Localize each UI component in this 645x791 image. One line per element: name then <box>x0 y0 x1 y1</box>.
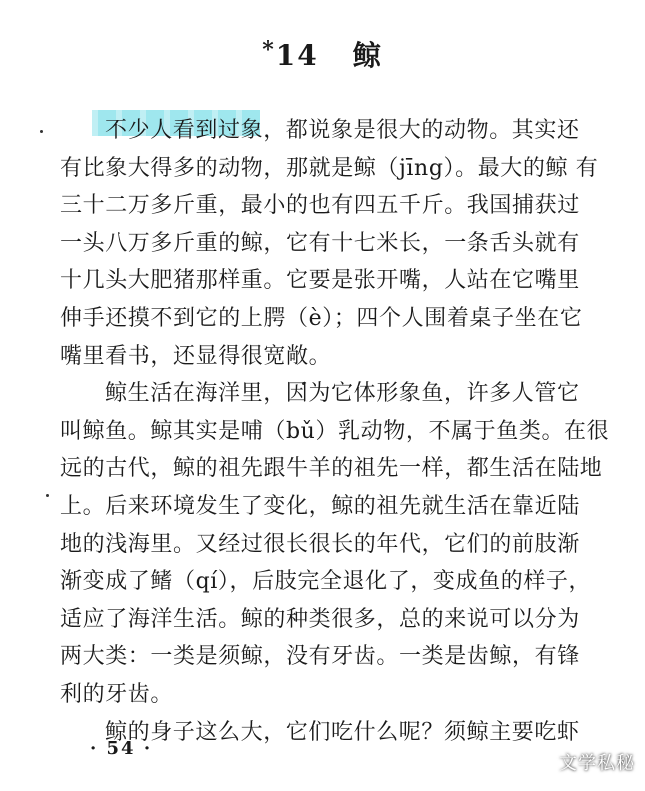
lesson-number: 14 <box>275 39 319 72</box>
text-line: 远的古代，鲸的祖先跟牛羊的祖先一样，都生活在陆地 <box>60 456 603 482</box>
text-line: 地的浅海里。又经过很长很长的年代，它们的前肢渐 <box>60 531 580 557</box>
lesson-title <box>0 34 645 74</box>
scan-speck <box>40 130 43 133</box>
scan-speck <box>46 494 49 497</box>
page-number: · 54 · <box>90 738 153 759</box>
text-line: 两大类：一类是须鲸，没有牙齿。一类是齿鲸，有锋 <box>60 644 580 670</box>
text-line: 一头八万多斤重的鲸，它有十七米长，一条舌头就有 <box>60 230 580 256</box>
text-line: 叫鲸鱼。鲸其实是哺（bǔ）乳动物，不属于鱼类。在很 <box>60 418 610 444</box>
watermark-text: 文学私秘 <box>559 753 635 774</box>
text-line: 嘴里看书，还显得很宽敞。 <box>60 343 332 369</box>
lesson-title-text: 鲸 <box>352 39 383 72</box>
text-line: 三十二万多斤重，最小的也有四五千斤。我国捕获过 <box>60 193 580 219</box>
text-line: 适应了海洋生活。鲸的种类很多，总的来说可以分为 <box>60 606 580 632</box>
text-line: 十几头大肥猪那样重。它要是张开嘴，人站在它嘴里 <box>60 268 580 294</box>
text-line: 有比象大得多的动物，那就是鲸（jīng）。最大的鲸 有 <box>60 155 599 181</box>
text-line: 利的牙齿。 <box>60 681 174 707</box>
text-line: 鲸生活在海洋里，因为它体形象鱼，许多人管它 <box>105 381 580 407</box>
text-line: 伸手还摸不到它的上腭（è）；四个人围着桌子坐在它 <box>60 305 583 331</box>
article-body <box>60 112 620 751</box>
optional-lesson-mark: * <box>262 37 276 63</box>
text-line: 不少人看到过象，都说象是很大的动物。其实还 <box>105 118 580 143</box>
text-line: 上。后来环境发生了变化，鲸的祖先就生活在靠近陆 <box>60 493 580 519</box>
text-line: 鲸的身子这么大，它们吃什么呢？须鲸主要吃虾 <box>105 719 580 745</box>
text-line: 渐变成了鳍（qí），后肢完全退化了，变成鱼的样子， <box>60 569 592 595</box>
